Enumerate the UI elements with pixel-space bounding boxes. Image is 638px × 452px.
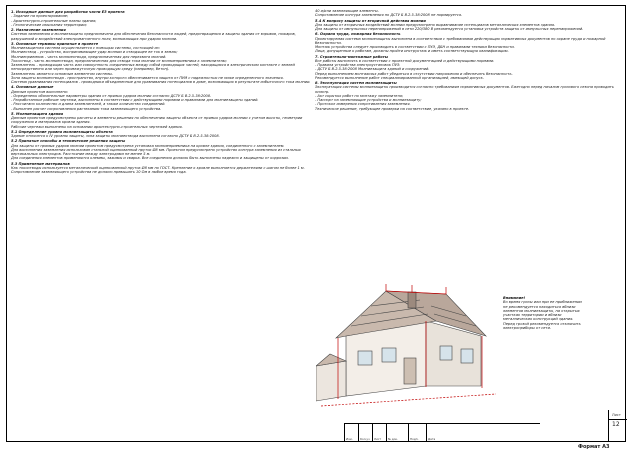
section-heading: 2. Назначение заземления [11,28,66,32]
paragraph-text: Для защиты от прямых ударов молнии проектом предусмотрена установка молниеприемника на кровле здания, соединенного с заземлителем. [11,143,285,148]
section-heading: 8. Эксплуатация систем молниезащиты [315,81,397,85]
section-heading: 4. Основные данные [11,85,54,90]
paragraph-text: - Определены обязательные параметры здания от прямых ударов молнии согласно ДСТУ Б В.2.5-38:2008. [11,93,212,98]
paragraph-text: - Рассчитано количество и длина заземлителей, а также количество соединений. [11,102,166,107]
section-heading: 5. Молниезащита здания [11,111,64,116]
section-heading: 5.4 К вопросу защиты от вторичной действия молнии [315,18,426,23]
paragraph-text: Эксплуатация системы молниезащиты производится согласно требованиям нормативных документов. Ежегодно перед началом грозового сезона проводить осмотр. [315,85,614,94]
paragraph-text: - Архитектурно-строительные планы здания; [11,18,97,23]
stamp-column-label: Дата [428,437,436,441]
paragraph-text: Рабочие чертежи выполнены на основании архитектурно-строительных чертежей здания. [11,124,183,129]
paragraph-text: Сопротивление заземляющего устройства не должно превышать 10 Ом в любое время года. [11,170,187,174]
section-heading: 5.2 Принятые способы и технические решения защиты [11,139,126,144]
paragraph-text: - Правила устройства электроустановок ПУЭ. [315,63,401,67]
sheet-number: 12 [612,421,620,428]
section-heading: 5.1 Определение уровня молниезащиты объекта [11,129,113,134]
paragraph-text: Молниеотвод - устройство, воспринимающее удар молнии и отводящее ее ток в землю; [11,50,178,55]
paper-format-label: Формат А3 [578,444,610,450]
paragraph-text: - ДСТУ Б В.2.5-38:2008 Молниезащита зданий и сооружений. [315,67,430,72]
title-block-stamp [344,423,540,442]
section-heading: 3. Основные термины принятые в проекте [11,41,99,46]
stamp-column [358,424,373,442]
paragraph-text: - Паспорт на заземляющие устройства и молниезащиту; [315,98,422,102]
warning-note-title: Внимание! [503,296,526,300]
paragraph-text: Все работы выполнять в соответствии с проектной документацией и действующими нормами. [315,58,495,63]
paragraph-text: Техническое решение, требующее проверки на соответствие, указано в проекте. [315,106,470,111]
stamp-column [344,424,359,442]
paragraph-text: - Протокол измерения сопротивления заземления. [315,102,411,107]
paragraph-text: - Разработанные рабочие чертежи, выполнены в соответствии с действующими нормами и правилами для молниезащиты зданий. [11,98,259,102]
left-text-column [11,9,311,174]
paragraph-text: 40 и/или заземляющие элементы. [315,9,379,13]
house-lightning-protection-illustration [316,266,506,411]
paragraph-text: Лица, допущенные к работам, должны пройти инструктаж и иметь соответствующую квалификацию. [315,49,509,54]
stamp-column-label: Подп. [410,437,419,441]
paragraph-text: Рекомендуется выполнение работ специализированной организацией, имеющей допуск. [315,75,484,80]
paragraph-text: Система уравнивания потенциалов - проводники объединенные для уравнивания потенциалов в доме, возникающих в результате избыточного тока молнии. [11,80,311,84]
paragraph-text: Токоотвод - часть молниеотвода, предназначенная для отвода тока молнии от молниеприемника к заземлителю; [11,58,227,63]
stamp-column-label: № док. [388,437,399,441]
stamp-column-label: Кол.уч [360,437,370,441]
paragraph-text: Сопротивление контура заземления по ДСТУ Б В.2.5-38:2008 не нормируется. [315,13,463,18]
paragraph-text: Для соединения элементов применяются клеммы, зажимы и сварка. Все соединения должны быть выполнены надежно и защищены от коррозии. [11,156,289,161]
right-text-column [315,9,615,111]
section-heading: 7. Строительно-монтажные работы [315,54,389,59]
paragraph-text: Как токоотводы используется металлический оцинкованный пруток Ø8 мм по ГОСТ. Крепление к кровле выполняется держателями с шагом не более 1 м. [11,165,305,170]
paragraph-text: Данным проектом выполнено: [11,89,69,94]
stamp-column-label: Изм. [346,437,353,441]
paragraph-text: Молниеприемник - часть молниеотвода, предназначенная для перехвата молний. [11,54,167,59]
section-heading: 1. Исходные данные для разработки части ЕЗ проекта [11,10,125,14]
paragraph-text: Для выполнения заземления использован стальной оцинкованный пруток Ø8 мм. Проектом предусмотрено устройство контура заземления из стальных вертикальных электродов. Расстояние между электродами не менее 5 м. [11,147,301,156]
paragraph-text: Перед выполнением монтажных работ убедиться в отсутствии напряжения и обеспечить безопасность. [315,71,513,76]
paragraph-text: Заземлитель является основным элементом системы. [11,71,113,76]
paragraph-text: - Задание на проектирование; [11,14,69,19]
sheet-label: Лист [612,413,621,417]
paragraph-text: - Выполнен расчет сопротивления растеканию тока заземляющего устройства. [11,106,162,111]
stamp-column [408,424,427,442]
paragraph-text: - Акт скрытых работ по монтажу заземлителя; [315,93,404,98]
stamp-column [426,424,441,442]
paragraph-text: Система заземления и молниезащиты предназначена для обеспечения безопасности людей, предотвращения и защиты здания от взрывов, пожаров, разрушений и воздействий электромагнитного поля, возникающих при ударах молнии. [11,32,296,41]
paragraph-text: Проектируемая система молниезащиты выполнена в соответствии с требованиями действующих нормативных документов по охране труда и пожарной безопасности. [315,36,606,45]
paragraph-text: Монтаж устройства следует производить в соответствии с ПУЭ, ДБН и правилами техники безопасности. [315,45,515,49]
warning-note-text: Во время грозы или при ее приближении не рекомендуется находиться вблизи элементов молниезащиты, на открытых участках территории и вблизи металлических конструкций здания. Перед грозой рекомендуется отключить электроприборы от сети. [503,300,582,331]
paragraph-text: - Геологические изыскания территории; [11,22,87,27]
stamp-column-label: Лист [374,437,382,441]
warning-note [503,296,583,330]
paragraph-text: Данным проектом предусмотрены расчеты и элементы решения по обеспечению защиты объекта от прямых ударов молнии с учетом высоты, геометрии сооружения и материалов кровли здания. [11,116,303,125]
section-heading: 6. Охрана труда, пожарная безопасность [315,32,401,37]
stamp-column [386,424,409,442]
stamp-column [372,424,387,442]
section-heading: 5.3 Применение материалов [11,161,70,166]
paragraph-text: Зона защиты молниеотвода - пространство, внутри которого обеспечивается защита от ПУМ с надежностью не ниже определенного значения. [11,75,284,80]
paragraph-text: Заземлитель - проводящая часть или совокупность соединенных между собой проводящих частей, находящихся в электрическом контакте с землей непосредственно или через промежуточную проводящую среду (например, бетон). [11,63,295,72]
paragraph-text: Для защиты от импульсных перенапряжений в сети 220/380 В рекомендуется установка устройств защиты от импульсных перенапряжений. [315,27,584,31]
paragraph-text: Здание относится к IV уровню защиты, зона защиты молниеотвода выполнена согласно ДСТУ Б В.2.5-38:2008. [11,134,220,138]
paragraph-text: Для защиты от вторичных воздействий молнии предусмотрено выравнивание потенциалов металлических элементов здания. [315,22,556,27]
paragraph-text: Молниезащитная система осуществляется с помощью системы, состоящей из: [11,46,160,50]
